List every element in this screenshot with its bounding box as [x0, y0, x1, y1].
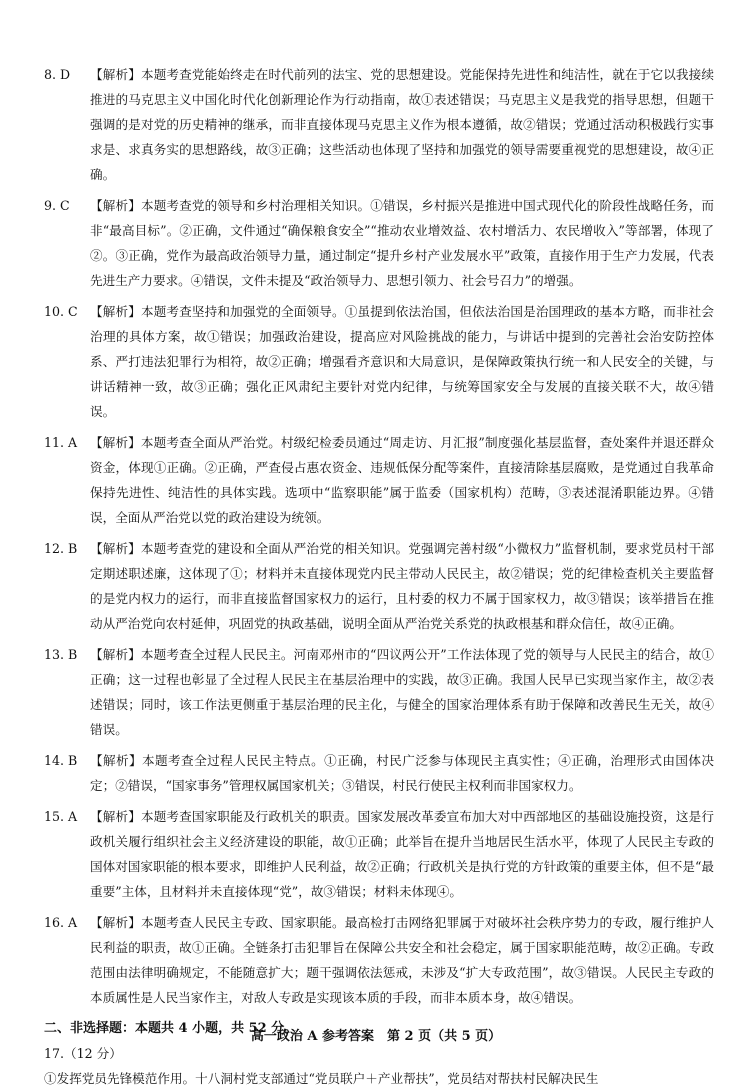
answer-explanation: 【解析】本题考查党的建设和全面从严治党的相关知识。党强调完善村级“小微权力”监督机制，要求党员村干部定期述职述廉，这体现了①；材料并未直接体现党内民主带动人民民主，故②错误；党的纪律检查机关主要监督的是党内权力的运行，而非直接监督国家权力的运行，且村委的权力不属于国家权力，故③错误；该举措旨在推动从严治党向农村延伸，巩固党的执政基础，说明全面从严治党关系党的执政根基和群众信任，故④正确。 — [90, 541, 714, 631]
answer-item-15 — [44, 804, 714, 904]
answer-explanation: 【解析】本题考查党能始终走在时代前列的法宝、党的思想建设。党能保持先进性和纯洁性，就在于它以我接续推进的马克思主义中国化时代化创新理论作为行动指南，故①表述错误；马克思主义是我党的指导思想，但题干强调的是对党的历史精神的继承，而非直接体现马克思主义作为根本遵循，故②错误；党通过活动积极践行实事求是、求真务实的思想路线，故③正确；这些活动也体现了坚持和加强党的领导需要重视党的思想建设，故④正确。 — [90, 67, 714, 182]
answer-number: 10. C — [44, 304, 78, 319]
answer-explanation: 【解析】本题考查人民民主专政、国家职能。最高检打击网络犯罪属于对破坏社会秩序势力的专政，履行维护人民利益的职责，故①正确。全链条打击犯罪旨在保障公共安全和社会稳定，属于国家职能范畴，故②正确。专政范围由法律明确规定，不能随意扩大；题干强调依法惩戒，未涉及“扩大专政范围”，故③错误。人民民主专政的本质属性是人民当家作主，对敌人专政是实现该本质的手段，而非本质本身，故④错误。 — [90, 915, 714, 1005]
section-title: 二、非选择题：本题共 4 小题，共 52 分。 — [44, 1021, 298, 1036]
answer-item-10 — [44, 299, 714, 424]
answer-number: 14. B — [44, 753, 78, 768]
answer-number: 9. C — [44, 198, 70, 213]
answer-explanation: 【解析】本题考查国家职能及行政机关的职责。国家发展改革委宣布加大对中西部地区的基础设施投资，这是行政机关履行组织社会主义经济建设的职能，故①正确；此举旨在提升当地居民生活水平，体现了人民民主专政的国体对国家职能的根本要求，即维护人民利益，故②正确；行政机关是执行党的方针政策的重要主体，但不是“最重要”主体，且材料并未直接体现“党”，故③错误；材料未体现④。 — [90, 809, 714, 899]
answer-explanation: 【解析】本题考查坚持和加强党的全面领导。①虽提到依法治国，但依法治国是治国理政的基本方略，而非社会治理的具体方案，故①错误；加强政治建设，提高应对风险挑战的能力，与讲话中提到的完善社会治安防控体系、严打违法犯罪行为相符，故②正确；增强看齐意识和大局意识，是保障政策执行统一和人民安全的关键，与讲话精神一致，故③正确；强化正风肃纪主要针对党内纪律，与统筹国家安全与发展的直接关联不大，故④错误。 — [90, 304, 714, 419]
page-footer: 高一政治 A 参考答案 第 2 页（共 5 页） — [250, 1029, 502, 1044]
answer-number: 11. A — [44, 435, 78, 450]
answer-number: 12. B — [44, 541, 78, 556]
answer-item-13 — [44, 642, 714, 742]
answer-item-16 — [44, 910, 714, 1010]
answer-item-11 — [44, 430, 714, 530]
answer-explanation: 【解析】本题考查全面从严治党。村级纪检委员通过“周走访、月汇报”制度强化基层监督，查处案件并退还群众资金，体现①正确。②正确，严查侵占惠农资金、违规低保分配等案件，直接清除基层腐败，是党通过自我革命保持先进性、纯洁性的具体实践。选项中“监察职能”属于监委（国家机构）范畴，③表述混淆职能边界。④错误，全面从严治党以党的政治建设为统领。 — [90, 435, 714, 525]
answer-item-14 — [44, 748, 714, 798]
answer-explanation: 【解析】本题考查全过程人民民主。河南邓州市的“四议两公开”工作法体现了党的领导与人民民主的结合，故①正确；这一过程也彰显了全过程人民民主在基层治理中的实践，故③正确。我国人民早已实现当家作主，故②表述错误；同时，该工作法更侧重于基层治理的民主化，与健全的国家治理体系有助于保障和改善民生无关，故④错误。 — [90, 647, 714, 737]
answer-number: 8. D — [44, 67, 71, 82]
answer-item-12 — [44, 536, 714, 636]
answer-number: 13. B — [44, 647, 78, 662]
question-17-text: ①发挥党员先锋模范作用。十八洞村党支部通过“党员联户＋产业帮扶”，党员结对帮扶村民解决民生 — [44, 1071, 599, 1086]
answer-item-9 — [44, 193, 714, 293]
answer-explanation: 【解析】本题考查党的领导和乡村治理相关知识。①错误，乡村振兴是推进中国式现代化的阶段性战略任务，而非“最高目标”。②正确，文件通过“确保粮食安全”“推动农业增效益、农村增活力、农民增收入”等部署，体现了②。③正确，党作为最高政治领导力量，通过制定“提升乡村产业发展水平”政策，直接作用于生产力发展，代表先进生产力要求。④错误，文件未提及“政治领导力、思想引领力、社会号召力”的增强。 — [90, 198, 714, 288]
answer-item-8 — [44, 62, 714, 187]
question-17-label: 17.（12 分） — [44, 1046, 122, 1061]
answer-number: 15. A — [44, 809, 78, 824]
answer-explanation: 【解析】本题考查全过程人民民主特点。①正确，村民广泛参与体现民主真实性；④正确，治理形式由国体决定；②错误，“国家事务”管理权属国家机关；③错误，村民行使民主权利而非国家权力。 — [90, 753, 714, 793]
answer-number: 16. A — [44, 915, 78, 930]
